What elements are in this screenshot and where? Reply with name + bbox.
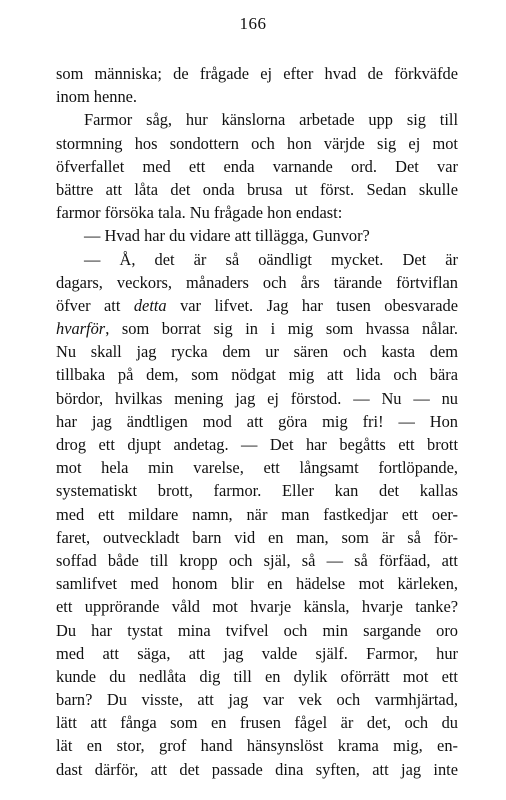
text-line: mot hela min varelse, ett långsamt fortlöpande,: [56, 458, 458, 478]
text-line: som människa; de frågade ej efter hvad de förkväfde: [56, 64, 458, 83]
text-line: dagars, veckors, månaders och års tärande förtviflan: [56, 272, 458, 292]
text-line: inom henne.: [56, 87, 138, 107]
text-line: har jag ändtligen mod att göra mig fri! — Hon: [56, 411, 458, 431]
text-line: faret, outveckladt barn vid en man, som är så för-: [56, 527, 458, 547]
text-line: lät en stor, grof hand hänsynslöst krama mig, en-: [56, 736, 458, 756]
text-line: barn? Du visste, att jag var vek och varmhjärtad,: [56, 690, 458, 710]
text-line: — Hvad har du vidare att tillägga, Gunvor?: [84, 226, 370, 246]
text-line: ett upprörande våld mot hvarje känsla, hvarje tanke?: [56, 597, 458, 617]
text-line: öfverfallet med ett enda varnande ord. Det var: [56, 156, 458, 176]
page-number: 166: [239, 14, 267, 33]
text-line: Farmor såg, hur känslorna arbetade upp sig till: [84, 110, 458, 130]
text-line: med ett mildare namn, när man fastkedjar ett oer-: [56, 504, 458, 524]
body-text: [56, 62, 458, 781]
text-line: lätt att fånga som en frusen fågel är det, och du: [56, 713, 458, 733]
text-line: Nu skall jag rycka dem ur sären och kasta dem: [56, 342, 458, 362]
text-line: samlifvet med honom blir en hädelse mot kärleken,: [56, 574, 458, 594]
text-line: — Å, det är så oändligt mycket. Det är: [84, 249, 458, 269]
text-line: farmor försöka tala. Nu frågade hon endast:: [56, 203, 343, 223]
text-line: öfver att detta var lifvet. Jag har tusen obesvarade: [56, 295, 458, 315]
text-line: soffad både till kropp och själ, så — så förfäad, att: [56, 550, 458, 570]
text-line: Du har tystat mina tvifvel och min sargande oro: [56, 620, 458, 640]
text-line: bättre att låta det onda brusa ut först. Sedan skulle: [56, 179, 458, 199]
text-line: stormning hos sondottern och hon värjde sig ej mot: [56, 133, 458, 153]
text-line: hvarför, som borrat sig in i mig som hvassa nålar.: [56, 319, 458, 339]
text-line: kunde du nedlåta dig till en dylik oförrätt mot ett: [56, 666, 458, 686]
text-line: drog ett djupt andetag. — Det har begåtts ett brott: [56, 435, 458, 454]
text-line: bördor, hvilkas mening jag ej förstod. — Nu — nu: [56, 388, 458, 408]
text-line: dast därför, att det passade dina syften, att jag inte: [56, 759, 458, 779]
text-line: systematiskt brott, farmor. Eller kan det kallas: [56, 481, 458, 501]
text-line: med att säga, att jag valde själf. Farmor, hur: [56, 643, 458, 663]
text-line: tillbaka på dem, som nödgat mig att lida och bära: [56, 365, 458, 385]
